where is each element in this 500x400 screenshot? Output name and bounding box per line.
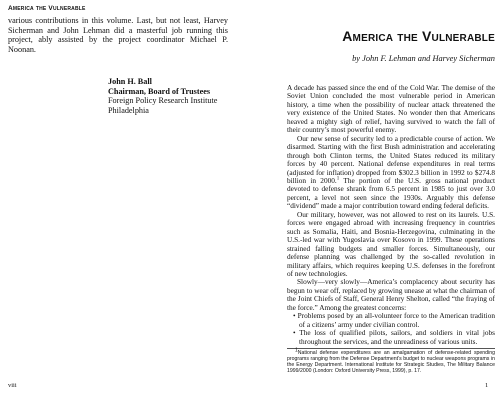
signature-name: John H. Ball [108,77,152,86]
bullet-item: • The loss of qualified pilots, sailors, and soldiers in vital jobs throughout the services, and the unreadiness of various units. [293,328,495,346]
paragraph-text: The portion of the U.S. gross national product devoted to defense shrank from 6.5 percent in 1985 to just over 3.0 percent, a level not seen since the 1930s. Arguably this defense “dividend” made a major contribution toward ending federal deficits. [287,175,496,211]
body-paragraph [287,135,495,211]
right-page-number: 1 [485,382,489,389]
running-head: America the Vulnerable [8,5,86,12]
chapter-body [287,84,495,374]
signature-title: Chairman, Board of Trustees [108,86,211,96]
chapter-byline: by John F. Lehman and Harvey Sicherman [352,54,495,63]
signature-city: Philadelphia [108,105,149,115]
body-paragraph: Our military, however, was not allowed to rest on its laurels. U.S. forces were engaged abroad with increasing frequency in countries such as Somalia, Haiti, and Bosnia-Herzegovina, culminating in the U.S.-led war with Yugoslavia over Kosovo in 1999. These operations strained falling budgets and smaller forces. Simultaneously, our defense planning was challenged by the so-called revolution in military affairs, which requires keeping U.S. defenses in the forefront of new technologies. [287,209,495,278]
body-paragraph: Slowly—very slowly—America’s complacency about security has begun to wear off, replaced by growing unease at what the chairman of the Joint Chiefs of Staff, General Henry Shelton, called “the fraying of the force.” Among the greatest concerns: [287,277,495,312]
paragraph-text: Our new sense of security led to a predictable course of action. We disarmed. Starting with the first Bush administration and accelerating through both Clinton terms, the United States reduced its military forces by 40 percent. National defense expenditures in real terms (adjusted for inflation) dropped from $302.3 billion in 1992 to $274.8 billion in 2000. [287,133,495,185]
footnote [287,348,495,374]
footnote-text: National defense expenditures are an amalgamation of defense-related spending programs ranging from the Defense Department’s budget to nuclear weapons programs in the Energy Department. International Institute for Strategic Studies, The Military Balance 1999/2000 (London: Oxford University Press, 1999), p. 17. [287,350,495,375]
chapter-title: America the Vulnerable [342,28,495,44]
signature-block [108,77,268,115]
acknowledgment-text: various contributions in this volume. Last, but not least, Harvey Sicherman and John Lehman did a masterful job running this project, ably assisted by the project coordinator Michael P. Noonan. [8,16,228,54]
body-paragraph: A decade has passed since the end of the Cold War. The demise of the Soviet Union concluded the most vulnerable period in American history, a time when the possibility of nuclear attack threatened the very existence of the United States. No wonder then that Americans heaved a mighty sigh of relief, having survived to watch the fall of their country’s most powerful enemy. [287,83,495,135]
footnote-number: 1 [295,347,298,354]
footnote-reference: 1 [336,176,340,182]
bullet-item: • Problems posed by an all-volunteer force to the American tradition of a citizens’ army under civilian control. [293,311,495,329]
signature-org: Foreign Policy Research Institute [108,96,218,106]
left-page-number: viii [8,382,17,389]
